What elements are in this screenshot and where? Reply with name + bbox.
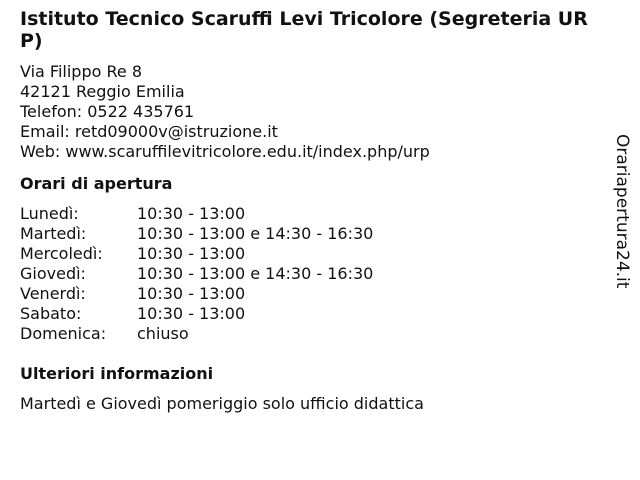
day-label: Mercoledì:	[20, 244, 103, 263]
day-hours: 10:30 - 13:00	[137, 204, 246, 223]
day-hours: 10:30 - 13:00	[137, 244, 246, 263]
hours-row	[20, 244, 373, 264]
hours-row	[20, 284, 373, 304]
street-address: Via Filippo Re 8	[20, 62, 142, 81]
page-title: Istituto Tecnico Scaruffi Levi Tricolore (Segreteria URP)	[20, 8, 588, 52]
web-line: Web: www.scaruffilevitricolore.edu.it/index.php/urp	[20, 142, 430, 161]
day-hours: 10:30 - 13:00 e 14:30 - 16:30	[137, 224, 374, 243]
day-label: Lunedì:	[20, 204, 79, 223]
day-hours: 10:30 - 13:00	[137, 284, 246, 303]
hours-row	[20, 304, 373, 324]
city-line: 42121 Reggio Emilia	[20, 82, 185, 101]
hours-row	[20, 204, 373, 224]
hours-row	[20, 264, 373, 284]
day-label: Domenica:	[20, 324, 107, 343]
site-watermark: Orariapertura24.it	[612, 134, 632, 289]
hours-row	[20, 324, 373, 344]
hours-row	[20, 224, 373, 244]
day-hours: chiuso	[137, 324, 189, 343]
day-label: Giovedì:	[20, 264, 86, 283]
more-info-text: Martedì e Giovedì pomeriggio solo ufficio didattica	[20, 394, 424, 413]
address-block	[20, 62, 600, 162]
opening-hours-heading: Orari di apertura	[20, 174, 173, 193]
email-line: Email: retd09000v@istruzione.it	[20, 122, 278, 141]
more-info-heading: Ulteriori informazioni	[20, 364, 214, 383]
day-hours: 10:30 - 13:00 e 14:30 - 16:30	[137, 264, 374, 283]
day-label: Martedì:	[20, 224, 87, 243]
business-card	[20, 8, 600, 414]
day-label: Sabato:	[20, 304, 82, 323]
day-label: Venerdì:	[20, 284, 86, 303]
day-hours: 10:30 - 13:00	[137, 304, 246, 323]
phone-line: Telefon: 0522 435761	[20, 102, 195, 121]
opening-hours-table	[20, 204, 373, 344]
